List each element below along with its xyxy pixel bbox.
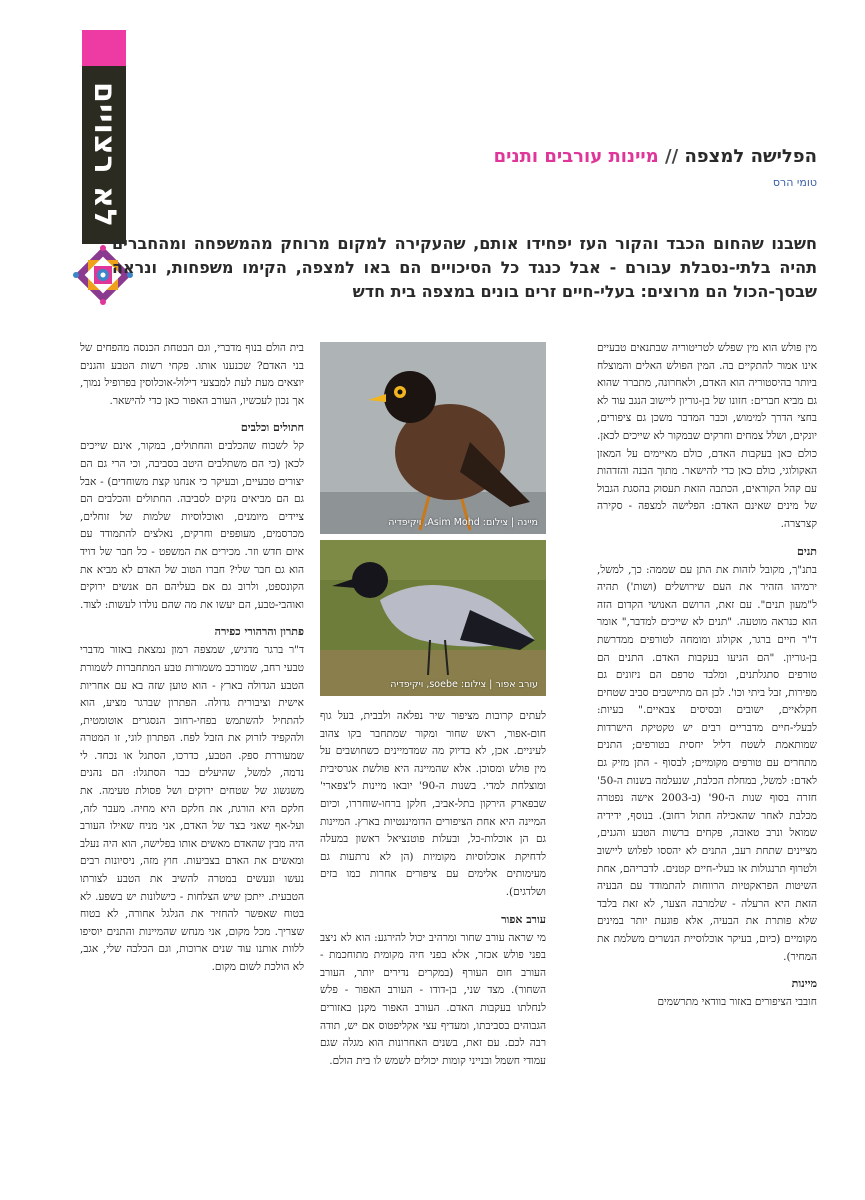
column-right	[597, 340, 817, 1012]
heading-solution: פתרון והרהורי כפירה	[214, 625, 304, 639]
jackals-paragraph: בתנ"ך, מקובל לזהות את התן עם שממה: כך, למשל, ירמיהו הזהיר את העם שירושלים (ושות') תהיה ל"מעון תנים". עם זאת, הרושם האנושי הקדום הזה הוא כנראה מוטעה. "תנים לא שייכים למדבר," אומר ד"ר חיים ברגר, אקולוג ומומחה לטורפים ממדרשת בן-גוריון. "הם הגיעו בעקבות האדם. התנים הם טורפים סתגלתנים, ומלבד טרפם הם ניזונים גם מפירות, זבל ביתי וכו'. לכן הם מתיישבים סביב שטחים חקלאיים, ישובים ובסיסים צבאיים." בעיות: לבעלי-חיים מדבריים רבים יש טקטיקת הישרדות שמותאמת לשטח דליל יחסית בטורפים; התנים מתחרים עם טורפים מקומיים; לבסוף - התן מזיק גם לאדם: למשל, במחלת הכלבת, שנעלמה בשנות ה-50' חזרה בסוף שנות ה-90' (ב-2003 אישה נפטרה מכלבת לאחר שהאכילה חתול רחוב). בנוסף, ידידיה שמואל ונרב טאובה, פקחים ברשות הטבע והגנים, מציינים שתחת רעב, התנים לא יהססו לפלוש ליישוב ולטרוף תרנגולות או בעלי-חיים קטנים. לדבריהם, אחת השיטות הפראקטיות הרווחות להתמודד עם הבעיה הזאת היא הרעלה - שלמרבה הצער, לא זאת בלבד שלא פותרת את הבעיה, אלא פוגעת יותר במינים מקומיים (כיום, בעיקר אוכלוסיית הנשרים משלמת את המחיר).	[597, 563, 817, 963]
intro-paragraph: מין פולש הוא מין שפלש לטריטוריה שבתנאים טבעיים אינו אמור להתקיים בה. המין הפולש האלים והמוצלח ביותר בהיסטוריה הוא האדם, ולאחרונה, מתברר שהוא גם מביא חברים: חזונו של בן-גוריון ליישוב הנגב עוד לא בחצי הדרך למימוש, וכבר המדבר משכן גם ציפורים, יונקים, ושלל צמחים וחרקים שבמקור לא שייכים לכאן. כולם כאן בעקבות האדם, כולם מאיימים על המאזן האקולוגי, כולם כאן כדי להישאר. מתוך הבנה והזדהות עם קהל הקוראים, הכתבה הזאת תעסוק בהסגת הגבול של מינים שאינם האדם: הפלישה למצפה - סקירה קצרצרה.	[597, 342, 817, 530]
column-middle	[320, 708, 546, 1070]
photo-credit: עורב אפור | צילום: soebe, ויקיפדיה	[390, 679, 538, 690]
mynas-paragraph: חובבי הציפורים באזור בוודאי מתרשמים	[657, 996, 817, 1009]
myna-continued-paragraph: לעתים קרובות מציפור שיר נפלאה ולבבית, בעל גוף חום-אפור, ראש שחור ומקור שמתחבר בקו צהוב לעיניים. אכן, לא בדיוק מה שמדמיינים כשחושבים על מין פולש ומסוכן. אלא שהמיינה היא פולשת אגרסיבית ומוצלחת למדי. בשנות ה-90' יובאו מיינות ל'צפארי' שבפארק הירקון בתל-אביב, חלקן ברחו-שוחררו, וכיום המיינה היא אחת הציפורים הדומיננטיות בארץ. המיינות גם הן אוכלות-כל, ובעלות פוטנציאל ראשון במעלה לדחיקת אוכלוסיות מקומיות (הן לא נרתעות גם מעימותים אלימים עם ציפורים אחרות כמו בזים ושלדגים).	[320, 710, 546, 898]
page-title	[257, 145, 817, 169]
author-byline: טומי הרס	[772, 176, 817, 189]
crow-photo	[320, 540, 546, 696]
section-band-accent	[82, 30, 126, 66]
heading-jackals: תנים	[796, 544, 817, 558]
crow-paragraph: מי שראה עורב שחור ומרהיב יכול להירגע: הוא לא ניצב בפני פולש אכזר, אלא בפני חיה מקומית מתוחכמת - העורב חום העורף (במקרים נדירים יותר, העורב השחור). מצד שני, בן-דודו - העורב האפור - פלש לנחלתו בעקבות האדם. העורב האפור מקנן באזורים הגבוהים בסביבתו, ומעדיף עצי אקליפטוס אם יש, תודה רבה לכם. עם זאת, בשנים האחרונות הוא מגלה שגם עמודי חשמל ובנייני קומות יכולים לשמש לו בית הולם.	[320, 931, 546, 1067]
heading-cats-dogs: חתולים וכלבים	[240, 421, 304, 435]
section-label: לא רצויים	[87, 82, 122, 228]
photo-credit: מיינה | צילום: Asim Mohd, ויקיפדיה	[388, 517, 538, 528]
myna-photo	[320, 342, 546, 534]
cats-dogs-paragraph: קל לשכוח שהכלבים והחתולים, במקור, אינם שייכים לכאן (כי הם משתלבים היטב בסביבה, וכי הרי גם הם יצורים טבעיים, ובעיקר כי אנחנו קצת משוחדים) - אבל גם הם מביאים נזקים לסביבה. החתולים והכלבים הם ציידים מיומנים, ואוכלוסיות שלמות של זוחלים, מכרסמים, מעופפים וחרקים, נאלצים להתמודד עם איום חדש וזר. מכירים את המשפט - כל חבר של דויד הוא גם חבר שלי? חברו הטוב של האדם לא מביא את הקונספט, ולרוב גם אם בעליהם הם אנשים ירוקים ואוהבי-טבע, הם יעשו את מה שהם נולדו לעשות: לצוד.	[79, 440, 304, 611]
title-subtitle: מיינות עורבים ותנים	[493, 146, 659, 167]
crow-continued-paragraph: בית הולם בנוף מדברי, וגם הבטחת הכנסה מהפחים של בני האדם? שכנענו אותו. פקחי רשות הטבע והגנים יוצאים מעת לעת למבצעי דילול-אוכלוסין בפרופיל נמוך, אך נכון לעכשיו, העורב האפור כאן כדי להישאר.	[80, 342, 304, 407]
column-left	[80, 340, 304, 977]
lead-paragraph: חשבנו שהחום הכבד והקור העז יפחידו אותם, שהעקירה למקום מרוחק מהמשפחה ומהחברים תהיה בלתי-נסבלת עבורם - אבל כנגד כל הסיכויים הם באו למצפה, הקימו משפחות, ונראה שבסך-הכול הם מרוצים: בעלי-חיים זרים בונים במצפה בית חדש	[112, 234, 817, 301]
solution-paragraph: ד"ר ברגר מדגיש, שמצפה רמון נמצאת באזור מדברי טבעי רחב, שמורכב משמורות טבע המתחברות לשמורת הטבע הגדולה בארץ - הוא טוען שזה בא עם אחריות אישית וציבורית גדולה. הפתרון שברגר מציע, הוא להתחיל להשתמש בפחי-רחוב הנסגרים אוטומטית, ולהקפיד לזרוק את הזבל לפח. הפתרון לוגי, זו המטרה שמעוררת ספק. הטבע, כדרכו, הסתגל או נכחד. לי נדמה, למשל, שהיעלים כבר הסתגלו: הם נהנים משגשוג של שטחים ירוקים ושל פסולת טעימה. את חלקם היא הורגת, את חלקם היא מחיה. מעבר לזה, ועל-אף שאני בצד של האדם, אני מניח שאילו העורב היה מבין שהאדם מאשים אותו בפלישה, הוא היה נעלב ומאשים את האדם בצביעות. חוץ מזה, ניסיונות רבים נעשו ונעשים במטרה להשיב את הטבע לצורתו הטבעית. ייתכן שיש הצלחות - כישלונות יש בשפע. לא בטוח שאפשר להחזיר את הגלגל אחורה, לא בטוח שצריך. מכל מקום, אני מנחש שהמיינות והתנים יוסיפו ללוות אותנו עוד שנים ארוכות, וגם הכלבה שלי, אגב, לא הולכת לשום מקום.	[80, 644, 304, 973]
title-separator: //	[665, 146, 679, 167]
title-main: הפלישה למצפה	[684, 146, 817, 167]
heading-mynas: מיינות	[791, 977, 817, 991]
heading-crow: עורב אפור	[501, 912, 546, 926]
